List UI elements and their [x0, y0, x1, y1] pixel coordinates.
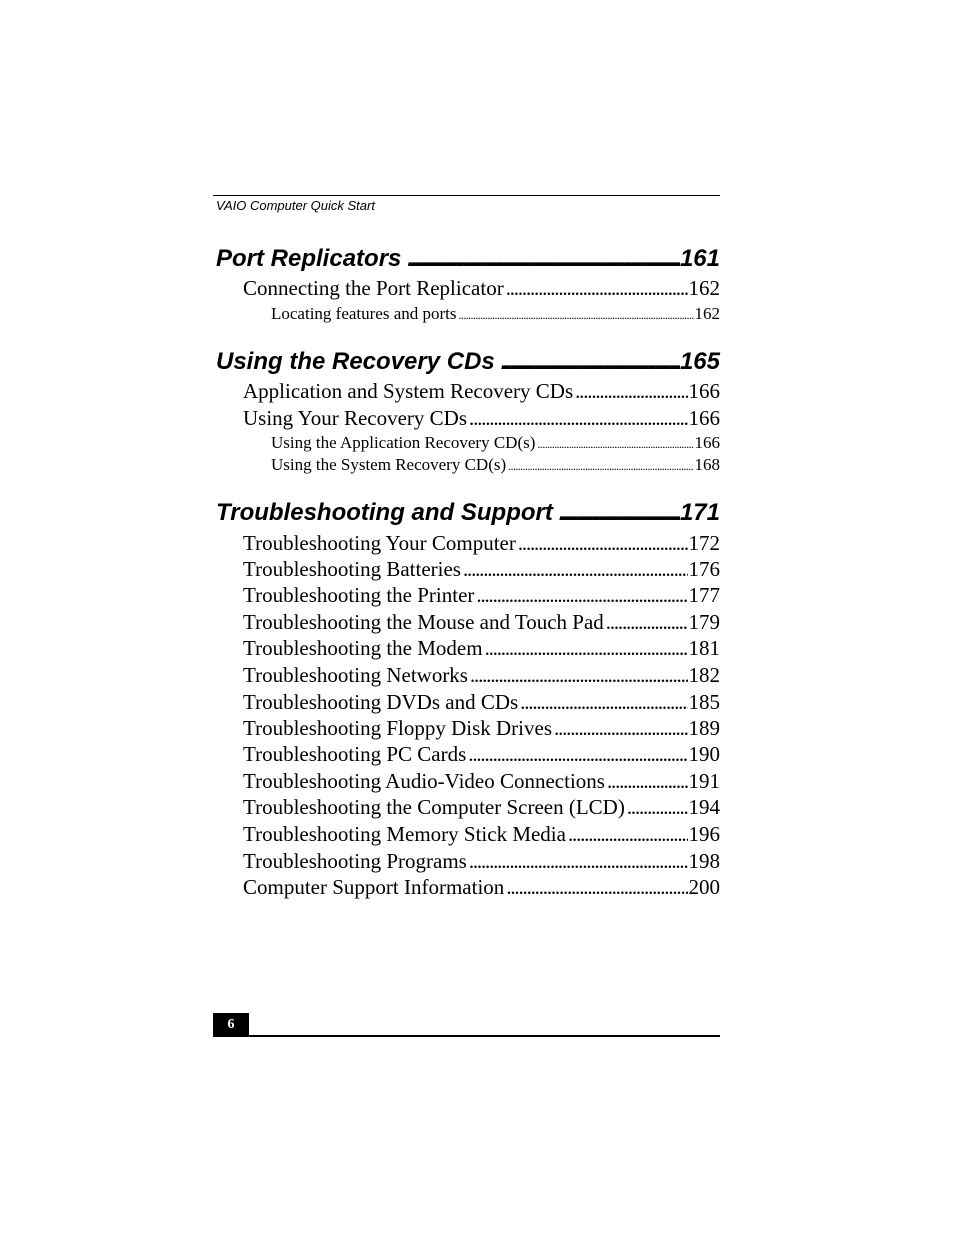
toc-entry[interactable]: [243, 276, 720, 300]
toc-entry[interactable]: [243, 795, 720, 819]
toc-page-number: 181: [688, 636, 720, 660]
toc-entry[interactable]: [243, 531, 720, 555]
dot-leader: [508, 456, 693, 476]
toc-section-title: Port Replicators: [216, 245, 402, 272]
footer-rule: [213, 1035, 720, 1037]
toc-entry-title: Application and System Recovery CDs: [243, 379, 574, 403]
toc-subentry-title: Using the System Recovery CD(s): [271, 455, 507, 474]
toc-entry[interactable]: [243, 636, 720, 660]
toc-page-number: 190: [688, 742, 720, 766]
dot-leader: [520, 690, 687, 714]
toc-subentry[interactable]: [271, 433, 720, 454]
toc-entry[interactable]: [243, 663, 720, 687]
dot-leader: [485, 636, 688, 660]
toc-page-number: 177: [688, 583, 720, 607]
toc-entry-title: Troubleshooting Networks: [243, 663, 468, 687]
toc-entry[interactable]: [243, 583, 720, 607]
toc-entry-title: Troubleshooting Floppy Disk Drives: [243, 716, 553, 740]
toc-subentry-title: Locating features and ports: [271, 304, 457, 323]
dot-leader: [506, 875, 687, 899]
toc-entry[interactable]: [243, 742, 720, 766]
toc-entry-title: Troubleshooting DVDs and CDs: [243, 690, 519, 714]
toc-entry-title: Troubleshooting PC Cards: [243, 742, 467, 766]
dot-leader: [568, 822, 688, 846]
toc-page-number: 185: [688, 690, 720, 714]
toc-page-number: 198: [688, 849, 720, 873]
dot-leader: [469, 849, 688, 873]
toc-page-number: 179: [688, 610, 720, 634]
dot-leader: [575, 379, 687, 403]
toc-entry-title: Troubleshooting the Mouse and Touch Pad: [243, 610, 604, 634]
header-rule: [213, 195, 720, 196]
dot-leader: [476, 583, 687, 607]
toc-page-number: 166: [688, 379, 720, 403]
toc-entry[interactable]: [243, 849, 720, 873]
dot-leader: [537, 434, 693, 454]
dot-leader: [407, 245, 680, 273]
toc-subentry-title: Using the Application Recovery CD(s): [271, 433, 536, 452]
toc-page-number: 191: [688, 769, 720, 793]
toc-entry-title: Troubleshooting the Printer: [243, 583, 475, 607]
toc-entry-title: Troubleshooting Programs: [243, 849, 467, 873]
toc-page-number: 166: [688, 406, 720, 430]
toc-entry[interactable]: [243, 557, 720, 581]
toc-entry-title: Troubleshooting Your Computer: [243, 531, 516, 555]
toc-page-number: 200: [688, 875, 720, 899]
toc-entry-title: Troubleshooting the Modem: [243, 636, 483, 660]
toc-page-number: 171: [679, 499, 720, 526]
dot-leader: [468, 742, 687, 766]
toc-entry[interactable]: [243, 822, 720, 846]
toc-section-troubleshooting[interactable]: [216, 499, 720, 527]
toc-page-number: 196: [688, 822, 720, 846]
dot-leader: [518, 531, 688, 555]
toc-section-title: Troubleshooting and Support: [216, 499, 553, 526]
toc-page-number: 162: [688, 276, 720, 300]
toc-entry-title: Troubleshooting Memory Stick Media: [243, 822, 566, 846]
dot-leader: [607, 769, 688, 793]
toc-page-number: 182: [688, 663, 720, 687]
toc-subentry[interactable]: [271, 455, 720, 476]
toc-entry-title: Troubleshooting Batteries: [243, 557, 461, 581]
toc-entry[interactable]: [243, 716, 720, 740]
dot-leader: [469, 406, 687, 430]
dot-leader: [501, 348, 680, 376]
dot-leader: [606, 610, 688, 634]
toc-entry-title: Troubleshooting Audio-Video Connections: [243, 769, 605, 793]
toc-entry-title: Connecting the Port Replicator: [243, 276, 504, 300]
toc-page-number: 162: [694, 304, 720, 323]
dot-leader: [559, 499, 680, 527]
toc-entry[interactable]: [243, 690, 720, 714]
toc-page-number: 161: [679, 245, 720, 272]
toc-entry[interactable]: [243, 406, 720, 430]
toc-subentry[interactable]: [271, 304, 720, 325]
dot-leader: [470, 663, 688, 687]
dot-leader: [554, 716, 687, 740]
dot-leader: [463, 557, 688, 581]
toc-entry-title: Troubleshooting the Computer Screen (LCD): [243, 795, 625, 819]
dot-leader: [506, 276, 688, 300]
toc-page-number: 172: [688, 531, 720, 555]
toc-page-number: 166: [694, 433, 720, 452]
toc-entry-title: Computer Support Information: [243, 875, 505, 899]
toc-entry-title: Using Your Recovery CDs: [243, 406, 468, 430]
toc-page-number: 165: [679, 348, 720, 375]
dot-leader: [459, 305, 694, 325]
toc-entry[interactable]: [243, 769, 720, 793]
toc-section-recovery-cds[interactable]: [216, 348, 720, 376]
toc-entry[interactable]: [243, 875, 720, 899]
page-number-tab: 6: [213, 1013, 249, 1036]
toc-section-port-replicators[interactable]: [216, 245, 720, 273]
toc-page-number: 194: [688, 795, 720, 819]
toc-section-title: Using the Recovery CDs: [216, 348, 495, 375]
toc-page-number: 189: [688, 716, 720, 740]
dot-leader: [627, 795, 688, 819]
toc-entry[interactable]: [243, 379, 720, 403]
toc-entry[interactable]: [243, 610, 720, 634]
running-head: VAIO Computer Quick Start: [216, 198, 375, 213]
toc-page-number: 168: [694, 455, 720, 474]
toc-page-number: 176: [688, 557, 720, 581]
